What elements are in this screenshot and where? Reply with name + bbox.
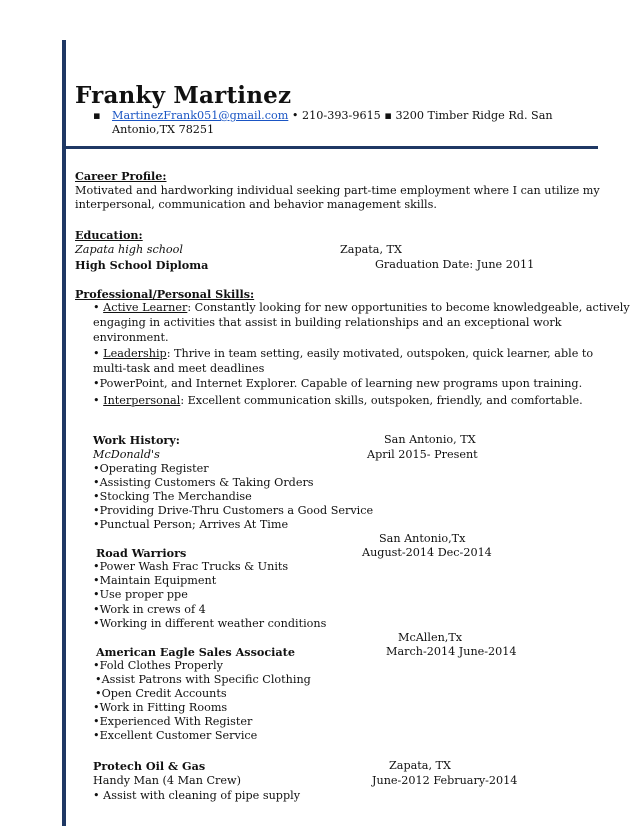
skill-leadership [93,347,593,361]
job-duty: •Maintain Equipment [93,574,217,587]
address-line: Antonio,TX 78251 [112,123,215,136]
skills-heading: Professional/Personal Skills: [75,287,255,301]
job-duty: •Assisting Customers & Taking Orders [93,476,314,489]
job-dates: August-2014 Dec-2014 [362,546,492,559]
skill-label: Active Learner [103,301,188,314]
job-duty: •Providing Drive-Thru Customers a Good Service [93,504,374,517]
job-duty: •Work in Fitting Rooms [93,701,228,714]
job-duty: •Experienced With Register [93,715,253,728]
skill-interpersonal [93,394,583,408]
work-heading: Work History: [93,433,180,447]
candidate-name: Franky Martinez [75,82,292,109]
job-employer: Protech Oil & Gas [93,759,206,773]
education-heading: Education: [75,228,143,242]
contact-bullet: ▪ [93,109,101,122]
job-employer: American Eagle Sales Associate [96,645,295,659]
job-duty: •Stocking The Merchandise [93,490,252,503]
job-location: McAllen,Tx [398,631,463,644]
job-duty: •Operating Register [93,462,209,475]
diploma: High School Diploma [75,258,209,272]
skill-active-learner [93,301,630,315]
job-dates: March-2014 June-2014 [386,645,517,658]
skill-bullet: • [93,394,104,407]
job-location: San Antonio,Tx [379,532,466,545]
contact-line [112,109,553,123]
job-dates: June-2012 February-2014 [372,774,518,787]
job-dates: April 2015- Present [367,448,478,461]
phone-address: • 210-393-9615 ▪ 3200 Timber Ridge Rd. San [291,109,553,122]
job-duty: •Assist Patrons with Specific Clothing [95,673,311,686]
job-duty: • Assist with cleaning of pipe supply [93,789,301,802]
job-role: Handy Man (4 Man Crew) [93,774,241,787]
skill-active-line3: environment. [93,331,169,344]
job-duty: •Punctual Person; Arrives At Time [93,518,289,531]
skill-powerpoint: •PowerPoint, and Internet Explorer. Capable of learning new programs upon training. [93,377,583,390]
job-employer: Road Warriors [96,546,187,560]
career-text-1: Motivated and hardworking individual seeking part-time employment where I can utilize my [75,184,600,197]
skill-active-line2: engaging in activities that assist in building relationships and an exceptional work [93,316,562,329]
job-duty: •Excellent Customer Service [93,729,258,742]
skill-bullet: • [93,347,104,360]
job-duty: •Open Credit Accounts [95,687,227,700]
skill-leadership-line2: multi-task and meet deadlines [93,362,265,375]
career-heading: Career Profile: [75,169,167,183]
skill-text: : Constantly looking for new opportunities to become knowledgeable, actively [187,301,630,314]
school-location: Zapata, TX [340,243,402,256]
skill-label: Leadership [103,347,167,360]
skill-bullet: • [93,301,104,314]
school-name: Zapata high school [75,243,183,256]
skill-label: Interpersonal [103,394,181,407]
skill-text: : Excellent communication skills, outspoken, friendly, and comfortable. [180,394,583,407]
job-duty: •Power Wash Frac Trucks & Units [93,560,289,573]
job-location: Zapata, TX [389,759,451,772]
job-employer: McDonald's [93,448,160,461]
header-divider [62,146,598,149]
career-text-2: interpersonal, communication and behavior management skills. [75,198,437,211]
skill-text: : Thrive in team setting, easily motivated, outspoken, quick learner, able to [166,347,594,360]
job-duty: •Fold Clothes Properly [93,659,223,672]
job-location: San Antonio, TX [384,433,476,446]
email-link[interactable]: MartinezFrank051@gmail.com [112,109,289,122]
job-duty: •Working in different weather conditions [93,617,327,630]
job-duty: •Use proper ppe [93,588,188,601]
job-duty: •Work in crews of 4 [93,603,206,616]
graduation-date: Graduation Date: June 2011 [375,258,535,271]
left-margin-rule [62,40,66,826]
